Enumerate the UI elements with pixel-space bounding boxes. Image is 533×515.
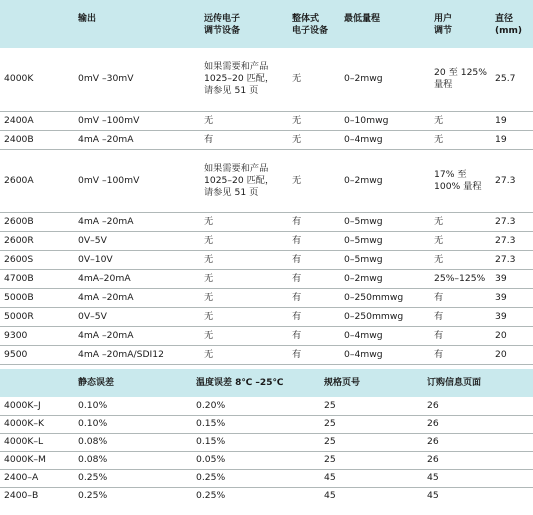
spec-cell: 有 [288,231,340,250]
spec-cell: 有 [430,345,491,364]
spec-cell: 0–2mwg [340,149,430,212]
spec-header-cell: 远传电子 调节设备 [200,0,288,48]
error-cell: 0.08% [74,451,192,469]
spec-table-row [0,111,533,130]
error-header-cell [0,369,74,397]
spec-cell: 有 [288,269,340,288]
error-table-row [0,469,533,487]
spec-cell: 0–2mwg [340,48,430,111]
spec-cell: 0V–5V [74,307,200,326]
spec-cell: 有 [430,326,491,345]
model-cell: 2600R [0,231,74,250]
model-cell: 5000R [0,307,74,326]
spec-cell: 4mA –20mA [74,130,200,149]
spec-cell: 有 [288,307,340,326]
model-cell: 2600B [0,212,74,231]
spec-table-row [0,130,533,149]
spec-cell: 4mA –20mA [74,288,200,307]
spec-cell: 无 [430,231,491,250]
model-cell: 2600S [0,250,74,269]
error-cell: 0.25% [196,490,226,502]
spec-cell: 无 [430,250,491,269]
spec-cell: 0mV –100mV [74,111,200,130]
spec-cell: 如果需要和产品 1025–20 匹配， 请参见 51 页 [200,48,288,111]
error-table-row [0,397,533,415]
spec-cell: 无 [200,307,288,326]
spec-cell: 27.3 [491,250,533,269]
spec-cell: 有 [288,326,340,345]
error-cell: 25 [320,451,423,469]
model-cell: 5000B [0,288,74,307]
spec-cell: 0V–5V [74,231,200,250]
error-cell: 25 [320,397,423,415]
spec-cell: 无 [200,111,288,130]
spec-cell: 无 [430,212,491,231]
error-cell: 0.15% [192,415,320,433]
error-cell: 26 [423,451,533,469]
spec-cell: 有 [200,130,288,149]
model-cell: 2400A [0,111,74,130]
spec-table-row [0,326,533,345]
spec-cell: 27.3 [491,212,533,231]
spec-header-cell: 用户 调节 [430,0,491,48]
spec-cell: 0–4mwg [340,345,430,364]
spec-cell: 有 [288,212,340,231]
error-cell: 26 [423,415,533,433]
spec-cell: 27.3 [491,149,533,212]
spec-cell: 无 [288,48,340,111]
error-cell: 25 [320,415,423,433]
spec-table-row [0,149,533,212]
model-cell: 2400–B [4,490,39,502]
spec-cell: 无 [288,130,340,149]
error-cell: 0.15% [192,433,320,451]
error-cell: 26 [423,433,533,451]
spec-cell: 无 [200,269,288,288]
error-table-row [0,451,533,469]
error-table-row [0,415,533,433]
error-cell: 45 [427,490,439,502]
model-cell: 4000K–L [0,433,74,451]
error-cell: 25 [320,433,423,451]
spec-cell: 有 [288,288,340,307]
spec-table-row [0,307,533,326]
error-cell: 26 [423,397,533,415]
spec-cell: 4mA –20mA [74,212,200,231]
model-cell: 4000K–M [0,451,74,469]
spec-cell: 17% 至 100% 量程 [430,149,491,212]
spec-cell: 有 [430,307,491,326]
spec-table-row [0,288,533,307]
spec-cell: 如果需要和产品 1025–20 匹配， 请参见 51 页 [200,149,288,212]
spec-cell: 4mA –20mA/SDI12 [74,345,200,364]
spec-header-cell: 直径 (mm) [491,0,533,48]
error-cell: 0.05% [192,451,320,469]
model-cell: 4000K–K [0,415,74,433]
error-cell: 0.20% [192,397,320,415]
error-table-row [0,433,533,451]
model-cell: 4000K–J [0,397,74,415]
spec-cell: 0–5mwg [340,250,430,269]
spec-cell: 有 [288,345,340,364]
error-cell: 45 [324,490,336,502]
model-cell: 2600A [0,149,74,212]
error-header-cell: 静态误差 [74,369,192,397]
error-cell: 0.08% [74,433,192,451]
spec-cell: 无 [200,288,288,307]
spec-table-row [0,231,533,250]
spec-cell: 无 [288,149,340,212]
spec-cell: 0–4mwg [340,130,430,149]
model-cell: 9500 [0,345,74,364]
error-table-row [0,487,533,505]
spec-cell: 0–5mwg [340,231,430,250]
spec-cell: 无 [430,111,491,130]
spec-table-row [0,250,533,269]
spec-table-header-row [0,0,533,48]
model-cell: 2400B [0,130,74,149]
spec-cell: 20 [491,326,533,345]
spec-cell: 0–250mmwg [340,307,430,326]
spec-cell: 27.3 [491,231,533,250]
spec-cell: 19 [491,130,533,149]
spec-cell: 0–250mmwg [340,288,430,307]
spec-cell: 20 [491,345,533,364]
spec-cell: 0V–10V [74,250,200,269]
spec-cell: 无 [430,130,491,149]
spec-header-cell [0,0,74,48]
spec-table-row [0,48,533,111]
error-cell: 0.25% [192,469,320,487]
error-cell: 45 [423,469,533,487]
spec-cell: 有 [430,288,491,307]
spec-table-row [0,345,533,364]
error-cell: 0.10% [74,415,192,433]
spec-cell: 0–10mwg [340,111,430,130]
spec-cell: 有 [288,250,340,269]
model-cell: 4000K [0,48,74,111]
spec-cell: 25%–125% [430,269,491,288]
spec-cell: 0mV –30mV [74,48,200,111]
model-cell: 4700B [0,269,74,288]
spec-cell: 无 [200,326,288,345]
error-cell: 0.25% [74,469,192,487]
error-header-cell: 温度误差 8℃ –25℃ [192,369,320,397]
spec-cell: 无 [200,250,288,269]
error-header-cell: 规格页号 [320,369,423,397]
spec-cell: 0–5mwg [340,212,430,231]
spec-cell: 4mA–20mA [74,269,200,288]
error-table [0,369,533,505]
spec-cell: 无 [200,231,288,250]
error-cell: 45 [320,469,423,487]
spec-cell: 20 至 125% 量程 [430,48,491,111]
error-header-cell: 订购信息页面 [423,369,533,397]
spec-cell: 0–4mwg [340,326,430,345]
spec-cell: 无 [200,212,288,231]
spec-cell: 19 [491,111,533,130]
spec-header-cell: 输出 [74,0,200,48]
spec-header-cell: 整体式 电子设备 [288,0,340,48]
spec-header-cell: 最低量程 [340,0,430,48]
model-cell: 9300 [0,326,74,345]
spec-cell: 25.7 [491,48,533,111]
spec-cell: 39 [491,307,533,326]
spec-cell: 无 [288,111,340,130]
error-cell: 0.25% [78,490,108,502]
spec-table-row [0,269,533,288]
spec-cell: 39 [491,269,533,288]
spec-cell: 无 [200,345,288,364]
spec-cell: 0mV –100mV [74,149,200,212]
spec-cell: 0–2mwg [340,269,430,288]
model-cell: 2400–A [0,469,74,487]
error-table-header-row [0,369,533,397]
error-cell: 0.10% [74,397,192,415]
spec-cell: 4mA –20mA [74,326,200,345]
spec-cell: 39 [491,288,533,307]
spec-table-row [0,212,533,231]
